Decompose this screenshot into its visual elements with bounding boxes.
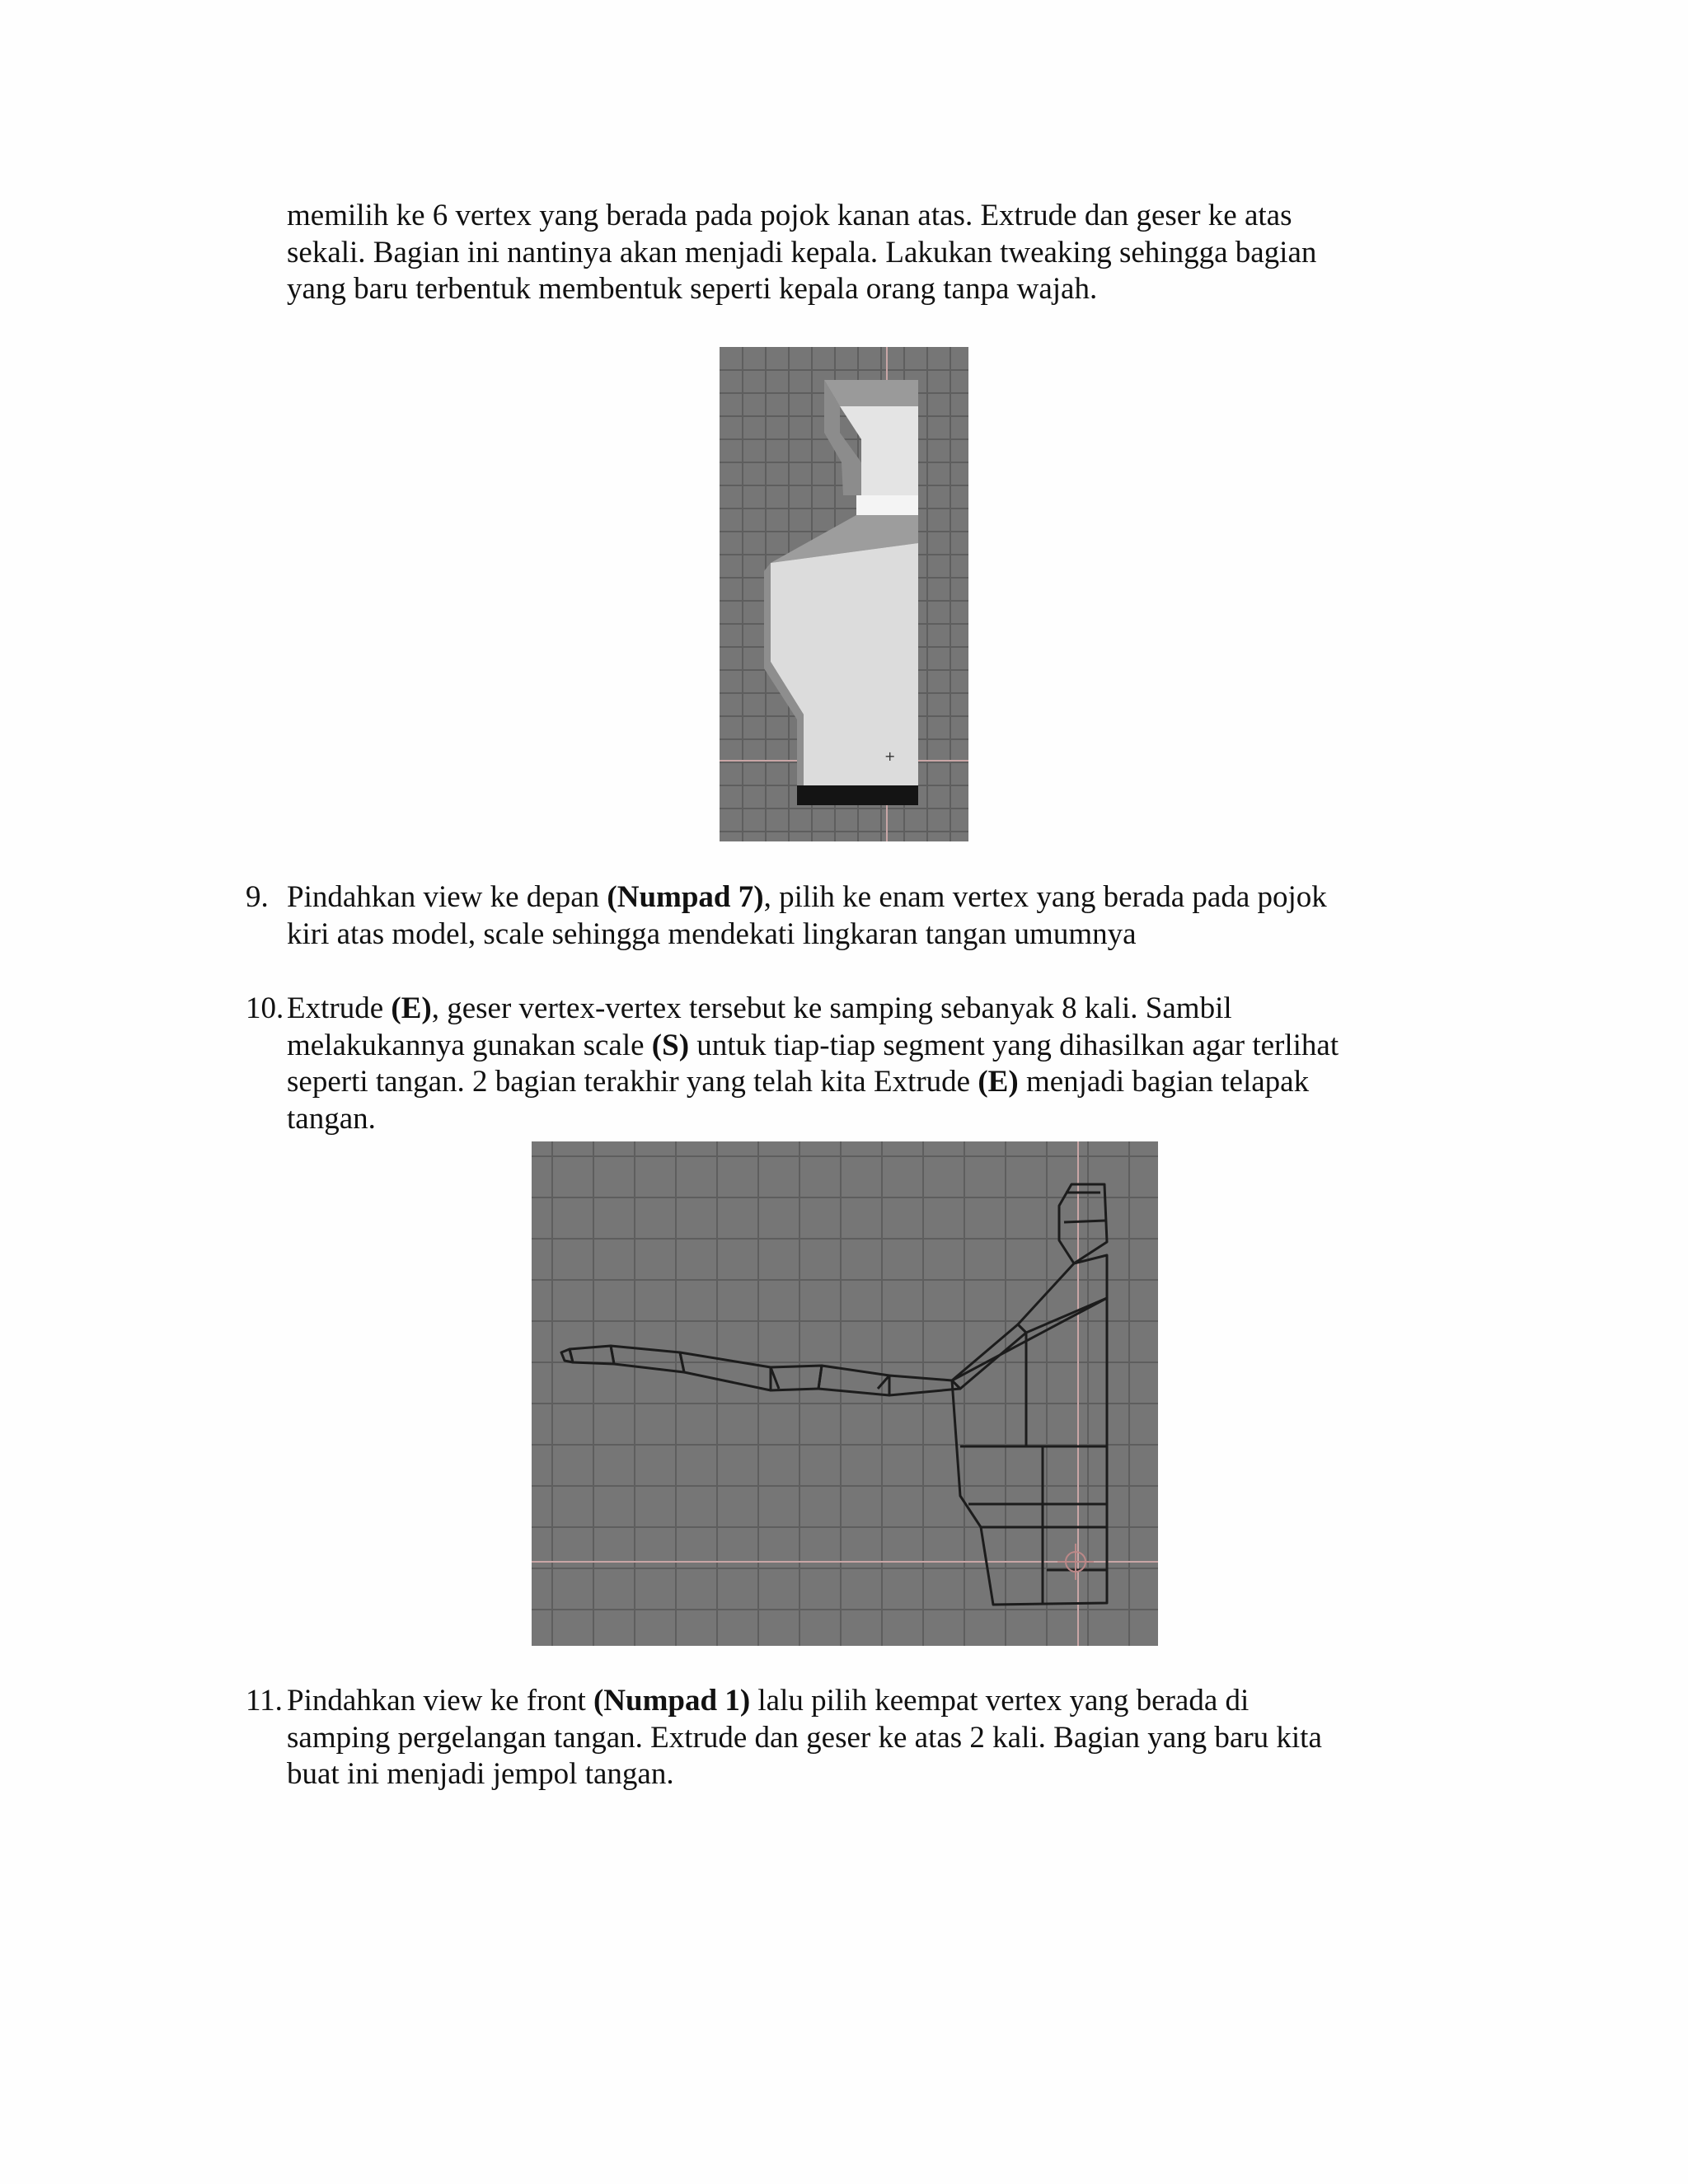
list-number: 10. (246, 991, 284, 1025)
step10-line-4: tangan. (287, 1101, 376, 1136)
list-item-body (287, 879, 1457, 953)
text-run: menjadi bagian telapak (1018, 1065, 1310, 1099)
shortcut-label: (Numpad 1) (593, 1684, 751, 1718)
step11-line-1 (287, 1683, 1457, 1720)
intro-paragraph (287, 198, 1457, 308)
figure-solid-mesh (720, 347, 968, 841)
list-number: 11. (246, 1684, 283, 1718)
intro-line: memilih ke 6 vertex yang berada pada pojok kanan atas. Extrude dan geser ke atas (287, 199, 1292, 232)
text-run: Pindahkan view ke front (287, 1684, 593, 1718)
step9-line-1 (287, 879, 1457, 916)
list-item-body (287, 1683, 1457, 1793)
mesh-neck (856, 495, 918, 515)
list-item-10 (246, 991, 1457, 1137)
intro-line: sekali. Bagian ini nantinya akan menjadi kepala. Lakukan tweaking sehingga bagian (287, 235, 1317, 269)
text-run: Extrude (287, 991, 392, 1025)
step10-line-1 (287, 991, 1457, 1028)
text-run: lalu pilih keempat vertex yang berada di (750, 1684, 1250, 1718)
mesh-head-top (824, 380, 918, 406)
text-run: , geser vertex-vertex tersebut ke samping sebanyak 8 kali. Sambil (431, 991, 1232, 1025)
shortcut-label: (E) (391, 991, 432, 1025)
step9-line-2: kiri atas model, scale sehingga mendekati lingkaran tangan umumnya (287, 916, 1137, 951)
text-run: , pilih ke enam vertex yang berada pada pojok (763, 880, 1327, 914)
step11-line-2: samping pergelangan tangan. Extrude dan geser ke atas 2 kali. Bagian yang baru kita (287, 1720, 1322, 1755)
intro-line: yang baru terbentuk membentuk seperti kepala orang tanpa wajah. (287, 272, 1098, 306)
figure-wireframe-arm (532, 1141, 1158, 1646)
text-run: melakukannya gunakan scale (287, 1028, 652, 1062)
step10-line-2 (287, 1028, 1457, 1065)
text-run: seperti tangan. 2 bagian terakhir yang telah kita Extrude (287, 1065, 978, 1099)
mesh-bottom (797, 785, 918, 805)
list-item-11 (246, 1683, 1457, 1793)
shortcut-label: (Numpad 7) (607, 880, 764, 914)
list-item-9 (246, 879, 1457, 953)
step10-line-3 (287, 1064, 1457, 1101)
list-item-body (287, 991, 1457, 1137)
text-run: untuk tiap-tiap segment yang dihasilkan agar terlihat (689, 1028, 1339, 1062)
step11-line-3: buat ini menjadi jempol tangan. (287, 1757, 674, 1791)
text-run: Pindahkan view ke depan (287, 880, 607, 914)
list-number: 9. (246, 880, 269, 914)
cursor-3d: + (884, 748, 896, 764)
shortcut-label: (E) (978, 1065, 1019, 1099)
shortcut-label: (S) (651, 1028, 690, 1062)
